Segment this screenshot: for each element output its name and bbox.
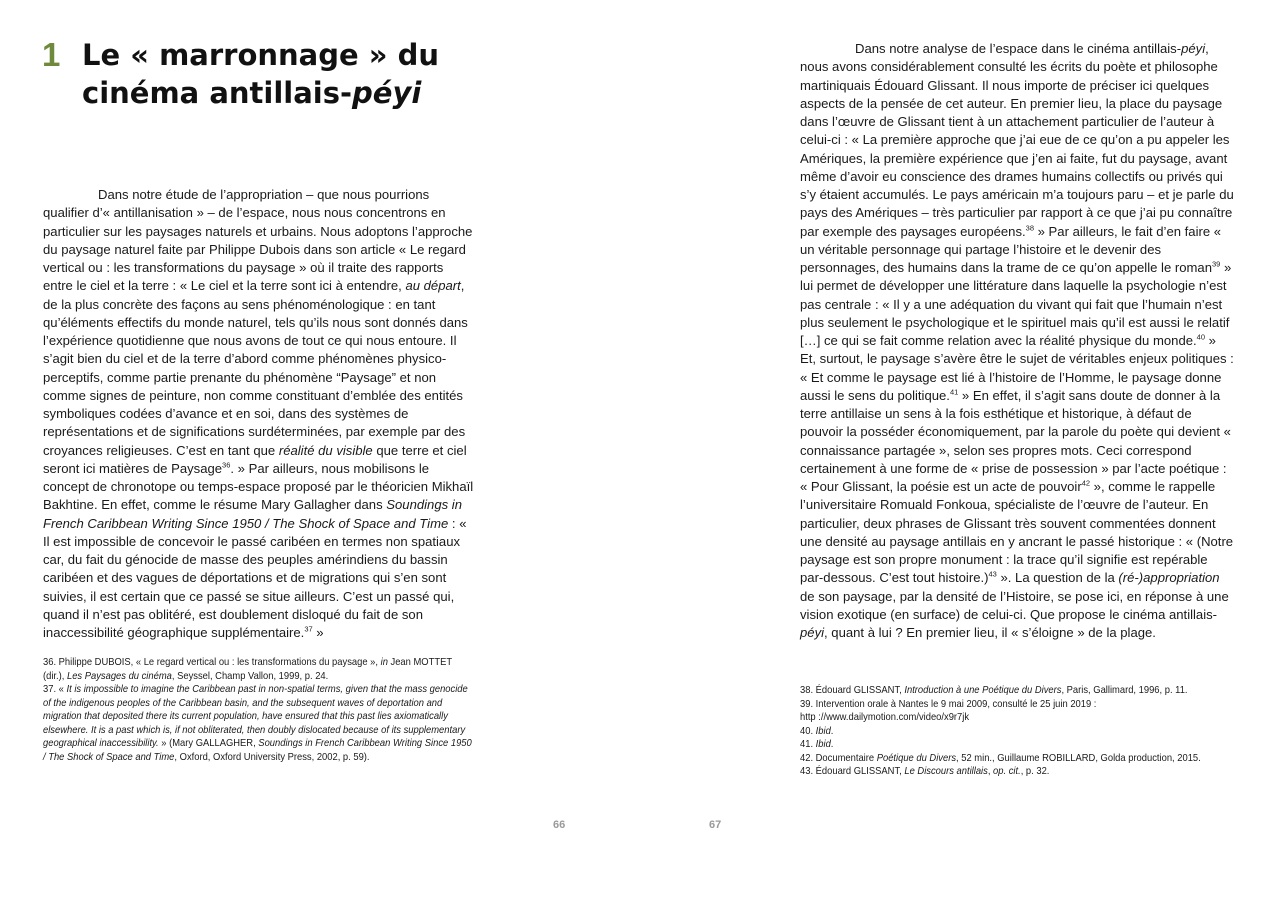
footnote-ref: 36 [222, 460, 231, 470]
footnote-37: 37. « It is impossible to imagine the Caribbean past in non-spatial terms, given that the mass genocide of the indigenous peoples of the Caribbean basin, and the subsequent waves of deportation and migration that deposited there its current population, have ensured that this past lies axiomatically elsewhere. It is a past which is, if not obliterated, then doubly dislocated because of its supplementary geographical inaccessibility. » (Mary GALLAGHER, Soundings in French Caribbean Writing Since 1950 / The Shock of Space and Time, Oxford, Oxford University Press, 2002, p. 59). [43, 684, 472, 763]
right-page [637, 0, 1274, 904]
paragraph: Dans notre étude de l’appropriation – que nous pourrions qualifier d’« antillanisation » – de l’espace, nous nous concentrons en particulier sur les paysages naturels et urbains. Nous adoptons l’approche du paysage naturel faite par Philippe Dubois dans son article « Le regard vertical ou : les transformations du paysage » où il traite des rapports entre le ciel et la terre : « Le ciel et la terre sont ici à entendre, au départ, de la plus concrète des façons au sens phénoménologique : en tant qu’éléments effectifs du monde naturel, tels qu’ils nous sont donnés dans l’expérience quotidienne que nous avons de tout ce qui nous entoure. Il s’agit bien du ciel et de la terre d’abord comme phénomènes physico-perceptifs, comme partie prenante du phénomène “Paysage” et non comme signes de peinture, non comme constituant d’emblée des entités symboliques codées d’avance et en soi, dans des systèmes de représentations et de significations surdéterminées, par exemple par des croyances religieuses. C’est en tant que réalité du visible que terre et ciel seront ici matières de Paysage$^{36}$. » Par ailleurs, nous mobilisons le concept de chronotope ou temps-espace proposé par le théoricien Mikhaïl Bakhtine. En effet, comme le résume Mary Gallagher dans Soundings in French Caribbean Writing Since 1950 / The Shock of Space and Time : « Il est impossible de concevoir le passé caribéen en termes non spatiaux car, du fait du génocide de masse des peuples amérindiens du bassin caribéen et des vagues de déportations et de migrations qui s’en sont suivies, il est certain que ce passé se situe ailleurs. C’est un passé qui, quand il n’est pas oblitéré, est doublement disloqué du fait de son inaccessibilité géographique supplémentaire.$^{37}$ » [43, 187, 474, 640]
page-number-left: 66 [553, 819, 566, 831]
left-body-text [43, 186, 475, 642]
chapter-number: 1 [42, 36, 61, 73]
footnote-36: 36. Philippe DUBOIS, « Le regard vertical ou : les transformations du paysage », in Jean MOTTET (dir.), Les Paysages du cinéma, Seyssel, Champ Vallon, 1999, p. 24. [43, 657, 452, 682]
footnote-43: 43. Édouard GLISSANT, Le Discours antillais, op. cit., p. 32. [800, 766, 1050, 777]
page-number-right: 67 [709, 819, 722, 831]
left-footnotes [43, 656, 473, 764]
footnote-ref: 37 [304, 624, 313, 634]
chapter-title-line-1: Le « marronnage » du [82, 38, 440, 72]
footnote-42: 42. Documentaire Poétique du Divers, 52 min., Guillaume ROBILLARD, Golda production, 2015. [800, 752, 1201, 764]
footnote-ref: 39 [1212, 259, 1221, 269]
footnote-ref: 40 [1196, 332, 1205, 342]
right-footnotes [800, 684, 1230, 779]
footnote-ref: 43 [988, 569, 997, 579]
footnote-38: 38. Édouard GLISSANT, Introduction à une Poétique du Divers, Paris, Gallimard, 1996, p. 11. [800, 685, 1188, 696]
footnote-41: 41. Ibid. [800, 739, 834, 750]
footnote-ref: 41 [949, 387, 959, 397]
footnote-ref: 42 [1081, 478, 1091, 488]
chapter-title-line-2: cinéma antillais-péyi [82, 76, 422, 110]
footnote-39-url: http ://www.dailymotion.com/video/x9r7jk [800, 712, 970, 723]
right-body-text [800, 40, 1234, 642]
footnote-ref: 38 [1025, 223, 1034, 233]
chapter-heading [42, 36, 439, 112]
footnote-39: 39. Intervention orale à Nantes le 9 mai 2009, consulté le 25 juin 2019 : [800, 698, 1097, 710]
paragraph: Dans notre analyse de l’espace dans le cinéma antillais-péyi, nous avons considérablement consulté les écrits du poète et philosophe martiniquais Édouard Glissant. Il nous importe de préciser ici quelques aspects de la pensée de cet auteur. En premier lieu, la place du paysage dans l’œuvre de Glissant tient à un attachement particulier de l’auteur à celui-ci : « La première approche que j’ai eue de ce qu’on a pu appeler les Amériques, la première expérience que j’en ai faite, fut du paysage, avant même d’avoir eu conscience des drames humains collectifs ou privés qui s’y étaient accumulés. Le pays américain m’a toujours paru – et je parle du pays des Amériques – très particulier par rapport à ce que j’ai pu connaître par exemple des paysages européens.$^{38}$ » Par ailleurs, le fait d’en faire « un véritable personnage qui partage l’histoire et le devenir des personnages, des humains dans la trame de ce qu’on appelle le roman$^{39}$ » lui permet de développer une littérature dans laquelle la psychologie n’est pas centrale : « Il y a une adéquation du vivant qui fait que l’humain n’est plus seulement le psychologique et le spirituel mais qu’il est aussi le relatif […] ce qui se fait comme relation avec la réalité physique du monde.$^{40}$ » Et, surtout, le paysage s’avère être le sujet de véritables enjeux politiques : « Et comme le paysage est lié à l’histoire de l’Homme, le paysage donne aussi le sens du politique.$^{41}$ » En effet, il s’agit sans doute de donner à la terre antillaise un sens à la fois esthétique et historique, à défaut de pouvoir la posséder économiquement, par la parole du poète qui devient « connaissance partagée », selon ses propres mots. Ceci correspond certainement à une forme de « prise de possession » par l’acte poétique : « Pour Glissant, la poésie est un acte de pouvoir$^{42}$ », comme le rappelle l’universitaire Romuald Fonkoua, spécialiste de l’œuvre de l’auteur. En particulier, deux phrases de Glissant très souvent commentées donnent une densité au paysage antillais en y ancrant le passé historique : « (Notre paysage est son propre monument : la trace qu’il signifie est repérable par-dessous. C’est tout histoire.)$^{43}$ ». La question de la (ré-)appropriation de son paysage, par la densité de l’Histoire, se pose ici, en réponse à une vision exotique (en surface) de celui-ci. Que propose le cinéma antillais-péyi, quant à lui ? En premier lieu, il « s’éloigne » de la plage. [800, 41, 1234, 640]
footnote-40: 40. Ibid. [800, 725, 834, 737]
chapter-title [82, 36, 439, 112]
